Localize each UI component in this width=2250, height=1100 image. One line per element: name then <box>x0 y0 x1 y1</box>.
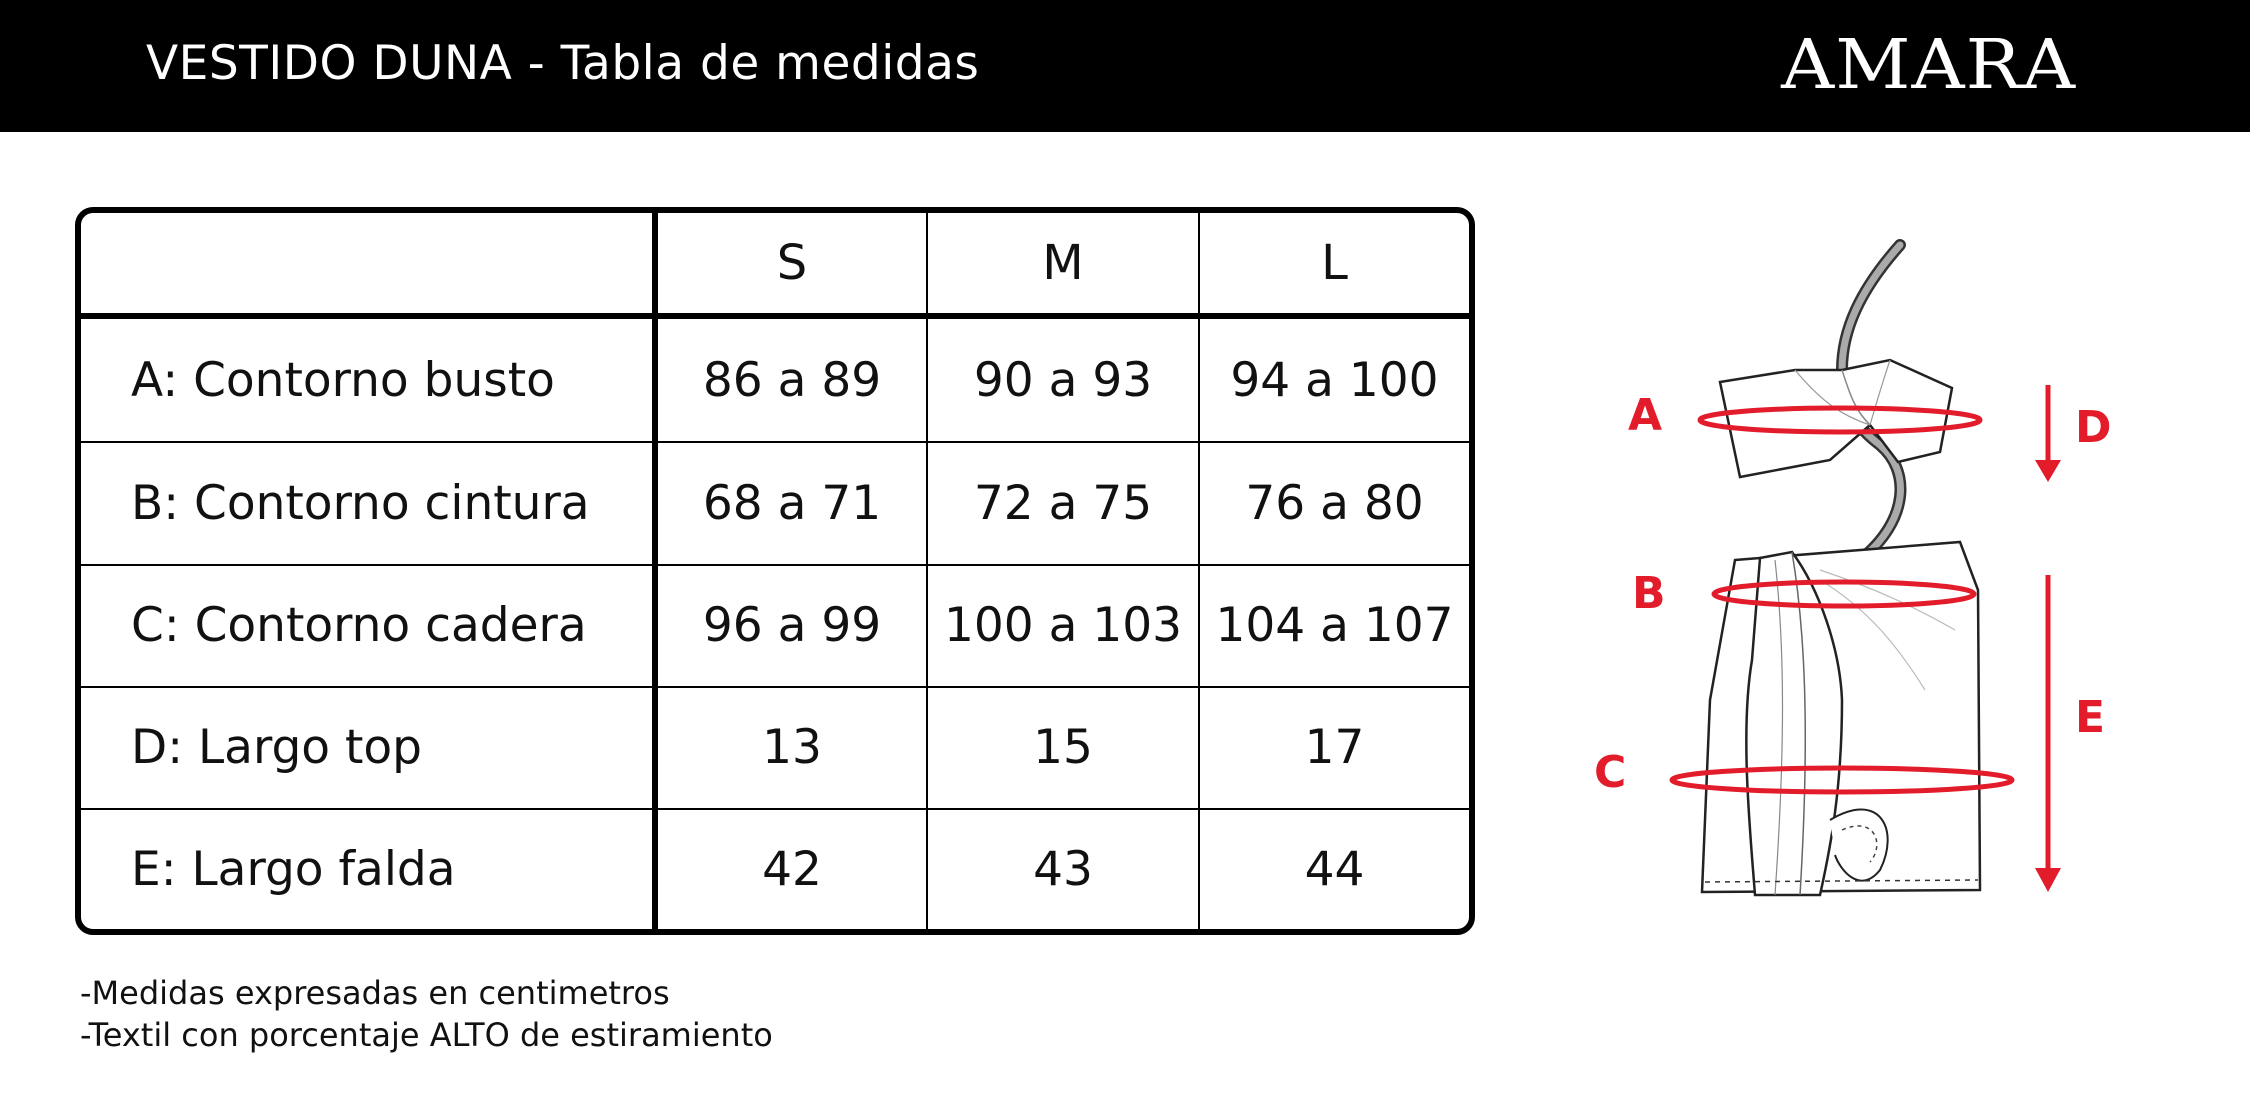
table-cell: 96 a 99 <box>655 565 927 687</box>
table-row <box>81 565 1469 687</box>
table-cell: 104 a 107 <box>1199 565 1469 687</box>
note-fabric: -Textil con porcentaje ALTO de estiramiento <box>80 1016 773 1054</box>
table-cell: 94 a 100 <box>1199 316 1469 442</box>
table-row <box>81 316 1469 442</box>
label-c: C <box>1594 747 1627 798</box>
note-units: -Medidas expresadas en centimetros <box>80 974 670 1012</box>
label-d: D <box>2075 402 2112 453</box>
size-table <box>75 207 1475 935</box>
column-header-m: M <box>927 213 1199 316</box>
table-cell: 15 <box>927 687 1199 809</box>
table-cell: 44 <box>1199 809 1469 929</box>
table-cell: 90 a 93 <box>927 316 1199 442</box>
row-label: B: Contorno cintura <box>81 442 655 564</box>
row-label: C: Contorno cadera <box>81 565 655 687</box>
table-cell: 13 <box>655 687 927 809</box>
table-header-row <box>81 213 1469 316</box>
label-b: B <box>1632 568 1666 619</box>
row-label: D: Largo top <box>81 687 655 809</box>
table-row <box>81 687 1469 809</box>
table-cell: 68 a 71 <box>655 442 927 564</box>
row-label: A: Contorno busto <box>81 316 655 442</box>
table-cell: 76 a 80 <box>1199 442 1469 564</box>
table-cell: 17 <box>1199 687 1469 809</box>
table-header-empty <box>81 213 655 316</box>
table-row <box>81 809 1469 929</box>
brand-logo: AMARA <box>1780 26 2076 105</box>
column-header-l: L <box>1199 213 1469 316</box>
table-cell: 72 a 75 <box>927 442 1199 564</box>
row-label: E: Largo falda <box>81 809 655 929</box>
page-title: VESTIDO DUNA - Tabla de medidas <box>146 36 980 91</box>
garment-diagram <box>1580 230 2140 910</box>
table-cell: 100 a 103 <box>927 565 1199 687</box>
table-row <box>81 442 1469 564</box>
table-cell: 86 a 89 <box>655 316 927 442</box>
table-cell: 42 <box>655 809 927 929</box>
label-e: E <box>2075 692 2106 743</box>
notes <box>80 972 773 1056</box>
column-header-s: S <box>655 213 927 316</box>
table-cell: 43 <box>927 809 1199 929</box>
label-a: A <box>1628 390 1663 441</box>
header-bar <box>0 0 2250 132</box>
